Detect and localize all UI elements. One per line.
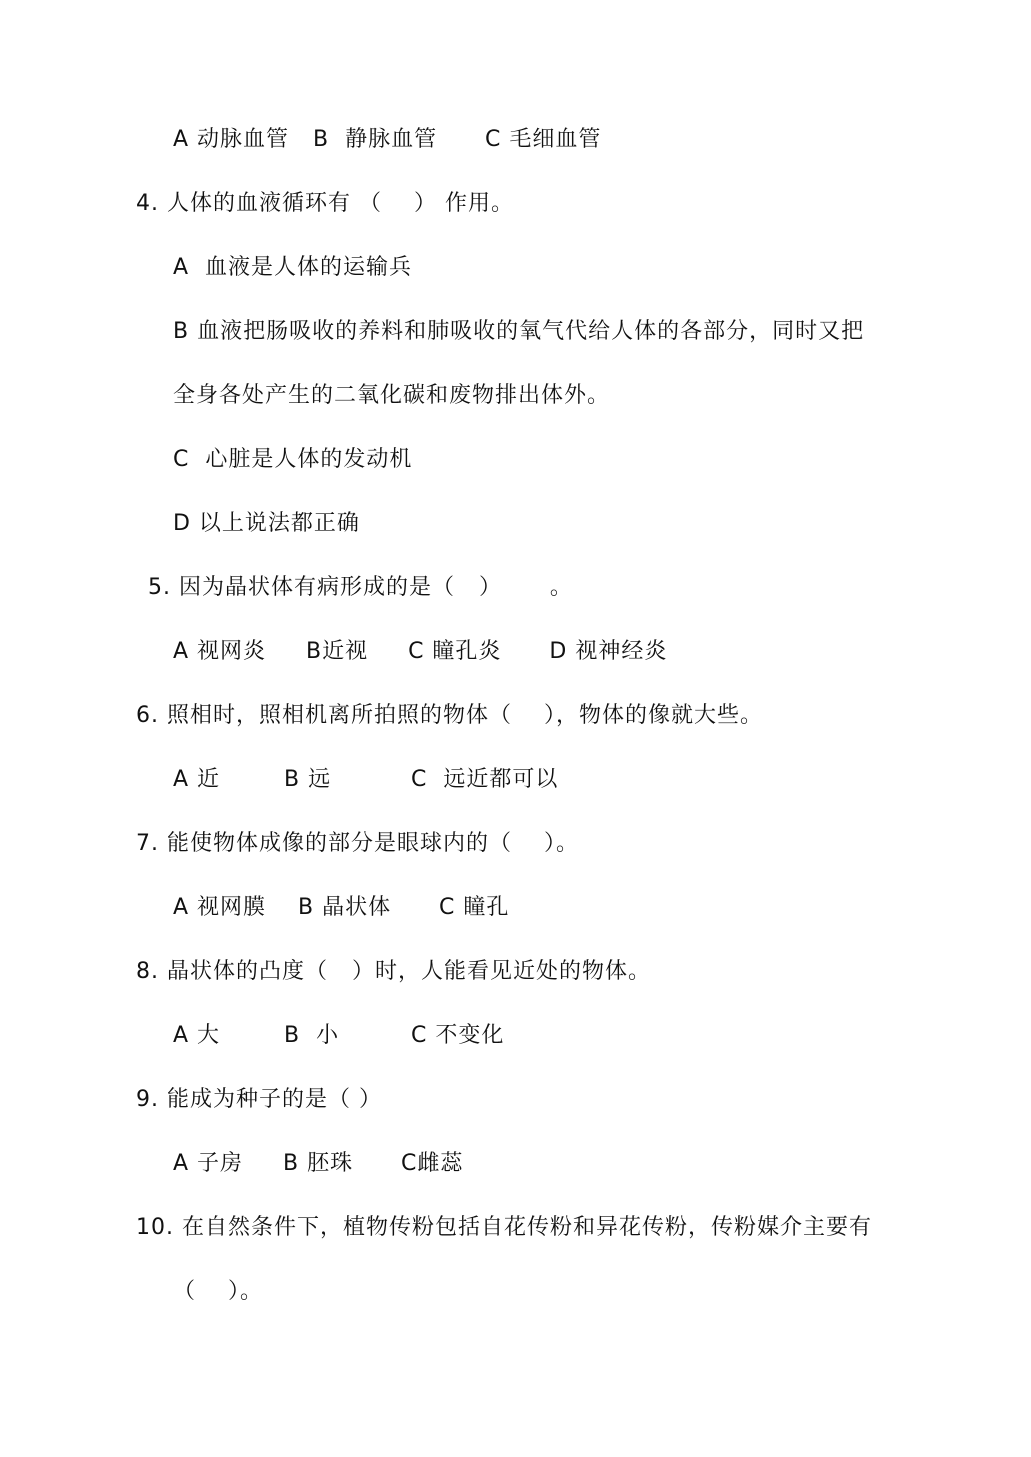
- option-4d: D 以上说法都正确: [173, 511, 360, 536]
- options-8: A 大 B 小 C 不变化: [173, 1023, 505, 1048]
- options-9: A 子房 B 胚珠 C雌蕊: [173, 1151, 464, 1176]
- question-4: 4. 人体的血液循环有 （ ） 作用。: [136, 191, 514, 216]
- question-8: 8. 晶状体的凸度（ ）时，人能看见近处的物体。: [136, 959, 651, 984]
- options-5: A 视网炎 B近视 C 瞳孔炎 D 视神经炎: [173, 639, 668, 664]
- option-4b: B 血液把肠吸收的养料和肺吸收的氧气代给人体的各部分，同时又把: [173, 319, 865, 344]
- question-10-continued: （ ）。: [173, 1279, 263, 1304]
- option-4c: C 心脏是人体的发动机: [173, 447, 413, 472]
- question-9: 9. 能成为种子的是（ ）: [136, 1087, 382, 1112]
- option-4b-continued: 全身各处产生的二氧化碳和废物排出体外。: [173, 383, 611, 408]
- question-5: 5. 因为晶状体有病形成的是（ ） 。: [148, 575, 573, 600]
- option-line-3: A 动脉血管 B 静脉血管 C 毛细血管: [173, 127, 602, 152]
- options-7: A 视网膜 B 晶状体 C 瞳孔: [173, 895, 510, 920]
- question-10: 10. 在自然条件下，植物传粉包括自花传粉和异花传粉，传粉媒介主要有: [136, 1215, 872, 1240]
- options-6: A 近 B 远 C 远近都可以: [173, 767, 559, 792]
- question-6: 6. 照相时，照相机离所拍照的物体（ ），物体的像就大些。: [136, 703, 763, 728]
- option-4a: A 血液是人体的运输兵: [173, 255, 413, 280]
- question-7: 7. 能使物体成像的部分是眼球内的（ ）。: [136, 831, 579, 856]
